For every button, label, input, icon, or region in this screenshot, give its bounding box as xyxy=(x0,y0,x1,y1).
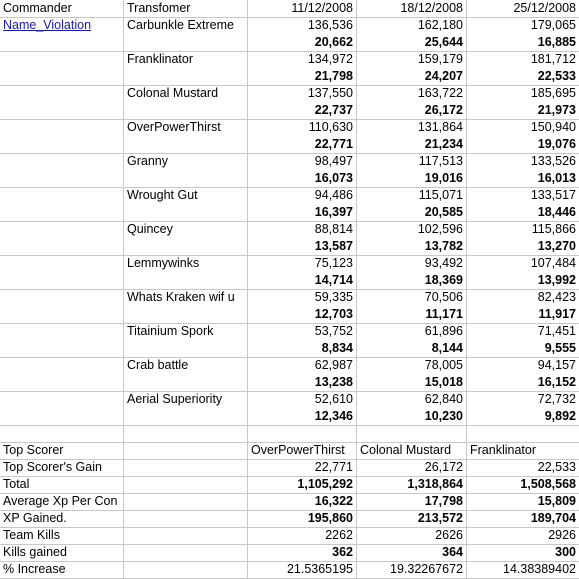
summary-value-cell[interactable]: 2262 xyxy=(248,527,357,544)
gain-cell[interactable]: 18,446 xyxy=(537,205,576,219)
table-row xyxy=(0,510,579,528)
gain-cell[interactable]: 16,013 xyxy=(537,171,576,185)
summary-value-cell[interactable]: 2926 xyxy=(548,528,576,542)
gain-cell[interactable]: 9,892 xyxy=(544,409,576,423)
summary-label-cell[interactable]: Average Xp Per Con xyxy=(0,493,124,510)
xp-cell[interactable]: 162,180 xyxy=(357,17,467,34)
transformer-name-cell[interactable]: Carbunkle Extreme xyxy=(124,17,248,34)
table-row xyxy=(0,459,579,477)
gain-cell[interactable]: 16,397 xyxy=(248,204,357,221)
table-row xyxy=(0,187,579,204)
xp-cell[interactable]: 110,630 xyxy=(248,119,357,136)
xp-cell[interactable]: 136,536 xyxy=(248,17,357,34)
summary-value-cell[interactable]: 300 xyxy=(555,545,576,559)
gain-cell[interactable]: 22,533 xyxy=(537,69,576,83)
commander-cell[interactable] xyxy=(0,51,124,68)
commander-cell[interactable] xyxy=(0,204,124,221)
gain-cell[interactable]: 13,992 xyxy=(537,273,576,287)
transformer-cell[interactable] xyxy=(124,102,248,119)
gain-cell[interactable]: 8,834 xyxy=(248,340,357,357)
commander-cell[interactable] xyxy=(0,289,124,306)
gain-cell[interactable]: 24,207 xyxy=(357,68,467,85)
empty-cell[interactable] xyxy=(124,510,248,527)
xp-cell[interactable]: 115,071 xyxy=(357,187,467,204)
transformer-name-cell[interactable]: Whats Kraken wif u xyxy=(124,289,248,306)
commander-cell[interactable] xyxy=(0,68,124,85)
gain-cell[interactable]: 21,798 xyxy=(248,68,357,85)
table-row xyxy=(0,357,579,374)
xp-cell[interactable]: 181,712 xyxy=(530,52,576,66)
table-row xyxy=(0,561,579,579)
table-row xyxy=(0,425,579,443)
commander-cell[interactable] xyxy=(0,408,124,425)
xp-cell[interactable]: 131,864 xyxy=(357,119,467,136)
xp-cell[interactable]: 185,695 xyxy=(530,86,576,100)
transformer-name-cell[interactable]: Colonal Mustard xyxy=(124,85,248,102)
xp-cell[interactable]: 59,335 xyxy=(248,289,357,306)
table-row xyxy=(0,85,579,102)
table-row xyxy=(0,408,579,426)
xp-cell[interactable]: 133,517 xyxy=(530,188,576,202)
summary-value-cell[interactable]: 362 xyxy=(248,544,357,561)
table-row xyxy=(0,442,579,460)
summary-label-cell[interactable]: Top Scorer xyxy=(0,442,124,459)
xp-cell[interactable]: 102,596 xyxy=(357,221,467,238)
summary-value-cell[interactable]: 213,572 xyxy=(357,510,467,527)
commander-name-link[interactable]: Name_Violation xyxy=(0,17,124,34)
summary-value-cell[interactable]: 1,508,568 xyxy=(520,477,576,491)
table-row xyxy=(0,476,579,494)
empty-cell[interactable] xyxy=(124,527,248,544)
xp-cell[interactable]: 71,451 xyxy=(537,324,576,338)
empty-cell[interactable] xyxy=(357,425,467,442)
header-cell-date-2[interactable]: 18/12/2008 xyxy=(357,0,467,17)
summary-value-cell[interactable]: Franklinator xyxy=(470,443,536,457)
empty-cell[interactable] xyxy=(124,476,248,493)
summary-value-cell[interactable]: 21.5365195 xyxy=(248,561,357,578)
table-row xyxy=(0,238,579,256)
header-row xyxy=(0,0,579,18)
table-row xyxy=(0,255,579,272)
empty-cell[interactable] xyxy=(124,459,248,476)
table-row xyxy=(0,51,579,68)
xp-cell[interactable]: 62,840 xyxy=(357,391,467,408)
empty-cell[interactable] xyxy=(124,561,248,578)
gain-cell[interactable]: 22,737 xyxy=(248,102,357,119)
table-row xyxy=(0,527,579,545)
table-row xyxy=(0,272,579,290)
commander-cell[interactable] xyxy=(0,187,124,204)
gain-cell[interactable]: 16,152 xyxy=(537,375,576,389)
table-row xyxy=(0,391,579,408)
table-row xyxy=(0,493,579,511)
xp-cell[interactable]: 134,972 xyxy=(248,51,357,68)
transformer-name-cell[interactable]: Franklinator xyxy=(124,51,248,68)
summary-value-cell[interactable]: 195,860 xyxy=(248,510,357,527)
commander-cell[interactable] xyxy=(0,119,124,136)
summary-value-cell[interactable]: 2626 xyxy=(357,527,467,544)
transformer-cell[interactable] xyxy=(124,170,248,187)
xp-cell[interactable]: 117,513 xyxy=(357,153,467,170)
gain-cell[interactable]: 16,885 xyxy=(537,35,576,49)
summary-value-cell[interactable]: 17,798 xyxy=(357,493,467,510)
transformer-name-cell[interactable]: Aerial Superiority xyxy=(124,391,248,408)
commander-cell[interactable] xyxy=(0,153,124,170)
empty-cell[interactable] xyxy=(124,425,248,442)
empty-cell[interactable] xyxy=(467,425,579,442)
commander-cell[interactable] xyxy=(0,136,124,153)
table-row xyxy=(0,153,579,170)
commander-cell[interactable] xyxy=(0,323,124,340)
summary-label-cell[interactable]: % Increase xyxy=(0,561,124,578)
table-row xyxy=(0,17,579,34)
gain-cell[interactable]: 15,018 xyxy=(357,374,467,391)
xp-cell[interactable]: 62,987 xyxy=(248,357,357,374)
xp-cell[interactable]: 98,497 xyxy=(248,153,357,170)
summary-label-cell[interactable]: Total xyxy=(0,476,124,493)
transformer-name-cell[interactable]: Granny xyxy=(124,153,248,170)
summary-value-cell[interactable]: 26,172 xyxy=(357,459,467,476)
transformer-cell[interactable] xyxy=(124,136,248,153)
xp-cell[interactable]: 52,610 xyxy=(248,391,357,408)
summary-label-cell[interactable]: Kills gained xyxy=(0,544,124,561)
table-row xyxy=(0,170,579,188)
table-row xyxy=(0,119,579,136)
commander-cell[interactable] xyxy=(0,102,124,119)
transformer-name-cell[interactable]: Quincey xyxy=(124,221,248,238)
xp-cell[interactable]: 179,065 xyxy=(530,18,576,32)
gain-cell[interactable]: 26,172 xyxy=(357,102,467,119)
summary-value-cell[interactable]: 1,318,864 xyxy=(357,476,467,493)
transformer-cell[interactable] xyxy=(124,272,248,289)
gain-cell[interactable]: 9,555 xyxy=(544,341,576,355)
gain-cell[interactable]: 21,234 xyxy=(357,136,467,153)
gain-cell[interactable]: 25,644 xyxy=(357,34,467,51)
header-cell-transformer[interactable]: Transfomer xyxy=(124,0,248,17)
commander-cell[interactable] xyxy=(0,85,124,102)
summary-value-cell[interactable]: 189,704 xyxy=(530,511,576,525)
xp-cell[interactable]: 93,492 xyxy=(357,255,467,272)
table-row xyxy=(0,306,579,324)
commander-cell[interactable] xyxy=(0,374,124,391)
transformer-cell[interactable] xyxy=(124,306,248,323)
summary-value-cell[interactable]: 1,105,292 xyxy=(248,476,357,493)
xp-cell[interactable]: 88,814 xyxy=(248,221,357,238)
gain-cell[interactable]: 10,230 xyxy=(357,408,467,425)
xp-cell[interactable]: 159,179 xyxy=(357,51,467,68)
gain-cell[interactable]: 12,346 xyxy=(248,408,357,425)
xp-cell[interactable]: 94,157 xyxy=(537,358,576,372)
summary-value-cell[interactable]: 16,322 xyxy=(248,493,357,510)
table-row xyxy=(0,204,579,222)
transformer-name-cell[interactable]: Crab battle xyxy=(124,357,248,374)
gain-cell[interactable]: 8,144 xyxy=(357,340,467,357)
gain-cell[interactable]: 13,270 xyxy=(537,239,576,253)
gain-cell[interactable]: 11,917 xyxy=(538,307,576,321)
summary-value-cell[interactable]: 15,809 xyxy=(537,494,576,508)
gain-cell[interactable]: 16,073 xyxy=(248,170,357,187)
xp-cell[interactable]: 137,550 xyxy=(248,85,357,102)
xp-cell[interactable]: 72,732 xyxy=(537,392,576,406)
xp-cell[interactable]: 150,940 xyxy=(530,120,576,134)
commander-cell[interactable] xyxy=(0,306,124,323)
table-row xyxy=(0,340,579,358)
header-cell-commander[interactable]: Commander xyxy=(0,0,124,17)
xp-cell[interactable]: 61,896 xyxy=(357,323,467,340)
summary-value-cell[interactable]: OverPowerThirst xyxy=(248,442,357,459)
gain-cell[interactable]: 13,238 xyxy=(248,374,357,391)
empty-cell[interactable] xyxy=(124,442,248,459)
table-row xyxy=(0,136,579,154)
transformer-cell[interactable] xyxy=(124,238,248,255)
transformer-name-cell[interactable]: OverPowerThirst xyxy=(124,119,248,136)
xp-cell[interactable]: 75,123 xyxy=(248,255,357,272)
gain-cell[interactable]: 19,016 xyxy=(357,170,467,187)
commander-cell[interactable] xyxy=(0,34,124,51)
gain-cell[interactable]: 13,587 xyxy=(248,238,357,255)
summary-value-cell[interactable]: 19.32267672 xyxy=(357,561,467,578)
commander-cell[interactable] xyxy=(0,221,124,238)
transformer-name-cell[interactable]: Wrought Gut xyxy=(124,187,248,204)
transformer-cell[interactable] xyxy=(124,204,248,221)
transformer-cell[interactable] xyxy=(124,68,248,85)
empty-cell[interactable] xyxy=(0,425,124,442)
gain-cell[interactable]: 13,782 xyxy=(357,238,467,255)
xp-cell[interactable]: 53,752 xyxy=(248,323,357,340)
gain-cell[interactable]: 14,714 xyxy=(248,272,357,289)
xp-cell[interactable]: 70,506 xyxy=(357,289,467,306)
gain-cell[interactable]: 20,585 xyxy=(357,204,467,221)
transformer-cell[interactable] xyxy=(124,374,248,391)
gain-cell[interactable]: 22,771 xyxy=(248,136,357,153)
gain-cell[interactable]: 18,369 xyxy=(357,272,467,289)
xp-cell[interactable]: 107,484 xyxy=(530,256,576,270)
transformer-name-cell[interactable]: Lemmywinks xyxy=(124,255,248,272)
summary-value-cell[interactable]: 22,533 xyxy=(537,460,576,474)
transformer-cell[interactable] xyxy=(124,34,248,51)
xp-cell[interactable]: 94,486 xyxy=(248,187,357,204)
summary-label-cell[interactable]: XP Gained. xyxy=(0,510,124,527)
header-cell-date-1[interactable]: 11/12/2008 xyxy=(248,0,357,17)
commander-cell[interactable] xyxy=(0,238,124,255)
summary-value-cell[interactable]: Colonal Mustard xyxy=(357,442,467,459)
empty-cell[interactable] xyxy=(248,425,357,442)
xp-cell[interactable]: 78,005 xyxy=(357,357,467,374)
table-row xyxy=(0,221,579,238)
transformer-name-cell[interactable]: Titainium Spork xyxy=(124,323,248,340)
transformer-cell[interactable] xyxy=(124,340,248,357)
table-row xyxy=(0,374,579,392)
table-row xyxy=(0,68,579,86)
xp-cell[interactable]: 115,866 xyxy=(531,222,576,236)
gain-cell[interactable]: 19,076 xyxy=(537,137,576,151)
gain-cell[interactable]: 11,171 xyxy=(357,306,467,323)
transformer-cell[interactable] xyxy=(124,408,248,425)
commander-cell[interactable] xyxy=(0,255,124,272)
table-row xyxy=(0,34,579,52)
table-row xyxy=(0,544,579,562)
summary-value-cell[interactable]: 364 xyxy=(357,544,467,561)
table-row xyxy=(0,102,579,120)
commander-cell[interactable] xyxy=(0,272,124,289)
xp-cell[interactable]: 82,423 xyxy=(537,290,576,304)
summary-value-cell[interactable]: 14.38389402 xyxy=(503,562,576,576)
commander-cell[interactable] xyxy=(0,340,124,357)
gain-cell[interactable]: 20,662 xyxy=(248,34,357,51)
gain-cell[interactable]: 21,973 xyxy=(537,103,576,117)
xp-cell[interactable]: 133,526 xyxy=(530,154,576,168)
empty-cell[interactable] xyxy=(124,493,248,510)
xp-cell[interactable]: 163,722 xyxy=(357,85,467,102)
table-row xyxy=(0,289,579,306)
summary-value-cell[interactable]: 22,771 xyxy=(248,459,357,476)
commander-cell[interactable] xyxy=(0,170,124,187)
commander-cell[interactable] xyxy=(0,391,124,408)
table-row xyxy=(0,323,579,340)
empty-cell[interactable] xyxy=(124,544,248,561)
summary-label-cell[interactable]: Top Scorer's Gain xyxy=(0,459,124,476)
commander-cell[interactable] xyxy=(0,357,124,374)
header-cell-date-3[interactable]: 25/12/2008 xyxy=(513,1,576,15)
summary-label-cell[interactable]: Team Kills xyxy=(0,527,124,544)
gain-cell[interactable]: 12,703 xyxy=(248,306,357,323)
